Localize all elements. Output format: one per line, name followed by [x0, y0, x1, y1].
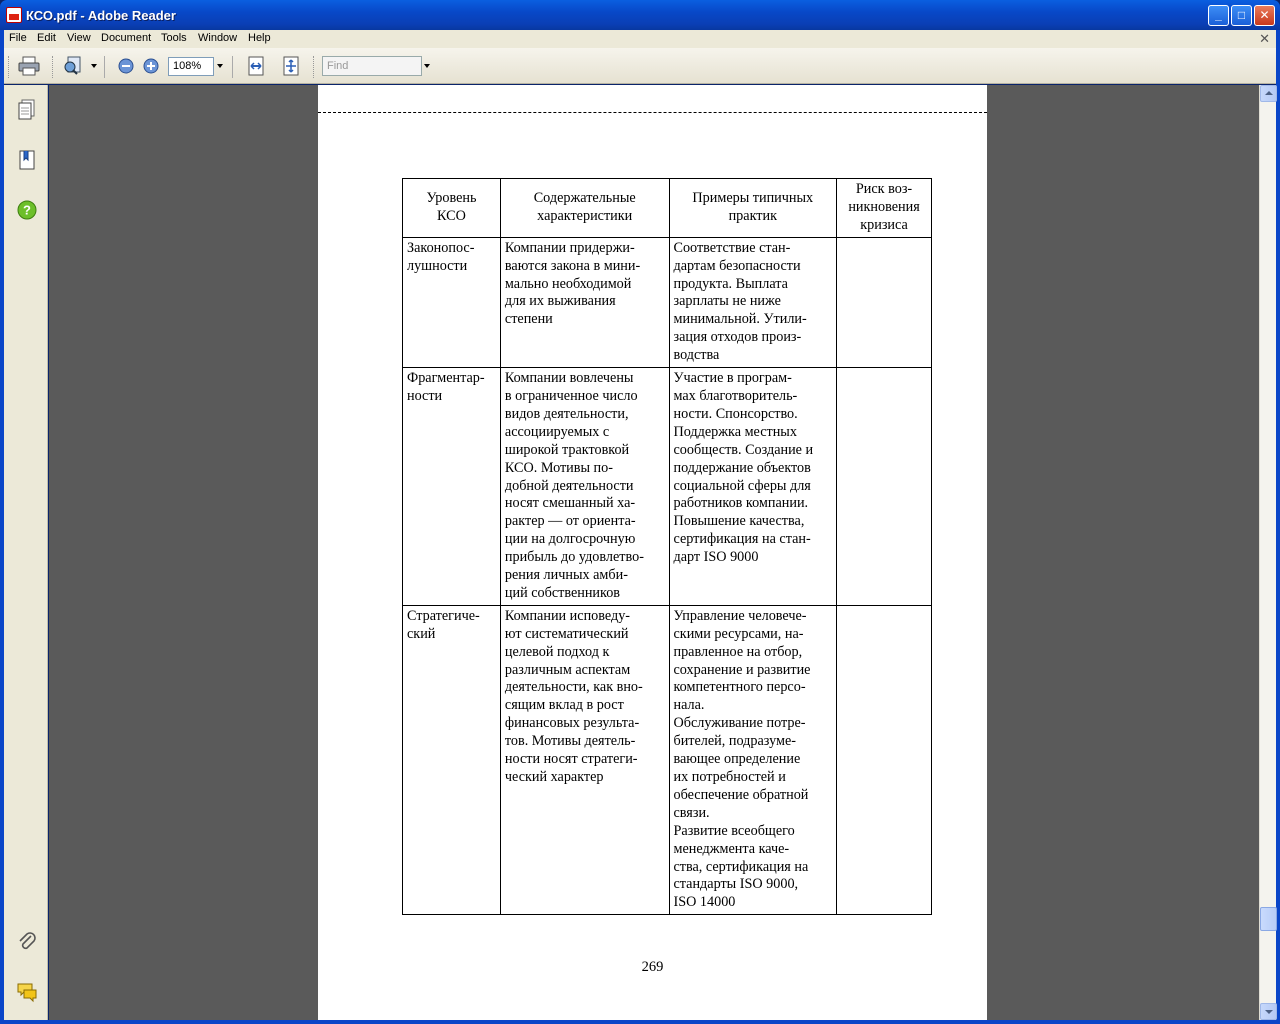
table-cell: Законопос- лушности — [403, 237, 501, 367]
toolbar-grip-3[interactable] — [313, 56, 316, 78]
table-header-cell: Уровень КСО — [403, 179, 501, 238]
menu-bar — [4, 30, 1276, 48]
toolbar — [4, 48, 1276, 84]
table-cell: Фрагментар- ности — [403, 368, 501, 606]
table-cell: Компании придержи- ваются закона в мини- мально необходимой для их выживания степени — [500, 237, 669, 367]
help-icon[interactable] — [16, 199, 38, 221]
zoom-in-icon[interactable] — [140, 56, 162, 76]
table-cell: Участие в програм- мах благотворитель- ности. Спонсорство. Поддержка местных сообществ. Создание и поддержание объектов социальной сферы для работников компании. Повышение качества, сертификация на стан- дарт ISO 9000 — [669, 368, 837, 606]
pan-zoom-tool-icon[interactable] — [62, 56, 84, 76]
vertical-scrollbar[interactable] — [1259, 85, 1276, 1020]
menu-tools[interactable]: Tools — [161, 32, 187, 44]
zoom-level-input[interactable]: 108% — [168, 57, 214, 76]
window-title: КСО.pdf - Adobe Reader — [26, 8, 176, 23]
menu-document[interactable]: Document — [101, 32, 152, 44]
scroll-thumb[interactable] — [1260, 907, 1277, 931]
kco-levels-table — [402, 178, 932, 915]
toolbar-separator — [104, 56, 105, 78]
pan-zoom-dropdown-icon[interactable] — [91, 64, 97, 68]
navigation-pane — [4, 85, 48, 1020]
close-button[interactable]: ✕ — [1254, 5, 1275, 26]
menu-edit[interactable]: Edit — [37, 32, 56, 44]
menu-help[interactable]: Help — [248, 32, 271, 44]
menu-window[interactable]: Window — [198, 32, 238, 44]
bookmarks-icon[interactable] — [16, 149, 38, 171]
minimize-button[interactable]: _ — [1208, 5, 1229, 26]
table-header-row — [403, 179, 932, 238]
table-row — [403, 605, 932, 914]
page-break-line — [318, 112, 987, 113]
scroll-up-button[interactable] — [1260, 85, 1277, 102]
pages-icon[interactable] — [16, 99, 38, 121]
table-cell: Соответствие стан- дартам безопасности продукта. Выплата зарплаты не ниже минимальной. Утили- зация отходов произ- водства — [669, 237, 837, 367]
attachments-icon[interactable] — [16, 931, 38, 953]
print-icon[interactable] — [18, 56, 40, 76]
find-dropdown-icon[interactable] — [424, 64, 430, 68]
title-bar — [0, 0, 1280, 30]
table-header-cell: Содержательные характеристики — [500, 179, 669, 238]
zoom-dropdown-icon[interactable] — [217, 64, 223, 68]
scroll-down-button[interactable] — [1260, 1003, 1277, 1020]
zoom-out-icon[interactable] — [115, 56, 137, 76]
document-close-icon[interactable]: ✕ — [1259, 31, 1270, 46]
window-frame-right — [1276, 30, 1280, 1024]
table-cell: Стратегиче- ский — [403, 605, 501, 914]
document-viewport[interactable] — [49, 85, 1259, 1020]
table-cell — [837, 237, 932, 367]
table-row — [403, 237, 932, 367]
svg-text:?: ? — [23, 202, 31, 218]
comments-icon[interactable] — [16, 981, 38, 1003]
window-frame-bottom — [0, 1020, 1280, 1024]
table-cell: Компании вовлечены в ограниченное число видов деятельности, ассоциируемых с широкой трактовкой КСО. Мотивы по- добной деятельности носят смешанный ха- рактер — от ориента- ции на долгосрочную прибыль до удовлетво- рения личных амби- ций собственников — [500, 368, 669, 606]
pdf-document-icon — [6, 7, 22, 23]
table-header-cell: Примеры типичных практик — [669, 179, 837, 238]
find-input[interactable]: Find — [322, 56, 422, 76]
toolbar-separator-2 — [232, 56, 233, 78]
table-cell: Управление человече- скими ресурсами, на- правленное на отбор, сохранение и развитие компетентного персо- нала. Обслуживание потре- бителей, подразуме- вающее определение их потребностей и обеспечение обратной связи. Развитие всеобщего менеджмента каче- ства, сертификация на стандарты ISO 9000, ISO 14000 — [669, 605, 837, 914]
table-cell — [837, 368, 932, 606]
menu-file[interactable]: File — [9, 32, 27, 44]
table-header-cell: Риск воз- никновения кризиса — [837, 179, 932, 238]
fit-width-icon[interactable] — [245, 56, 267, 76]
page-number: 269 — [641, 959, 664, 975]
table-row — [403, 368, 932, 606]
fit-page-icon[interactable] — [280, 56, 302, 76]
maximize-button[interactable]: □ — [1231, 5, 1252, 26]
toolbar-grip-2[interactable] — [52, 56, 55, 78]
pdf-page — [318, 85, 987, 1020]
menu-view[interactable]: View — [67, 32, 91, 44]
toolbar-grip[interactable] — [8, 56, 11, 78]
table-cell: Компании исповеду- ют систематический целевой подход к различным аспектам деятельности, как вно- сящим вклад в рост финансовых результа- тов. Мотивы деятель- ности носят стратеги- ческий характер — [500, 605, 669, 914]
table-cell — [837, 605, 932, 914]
